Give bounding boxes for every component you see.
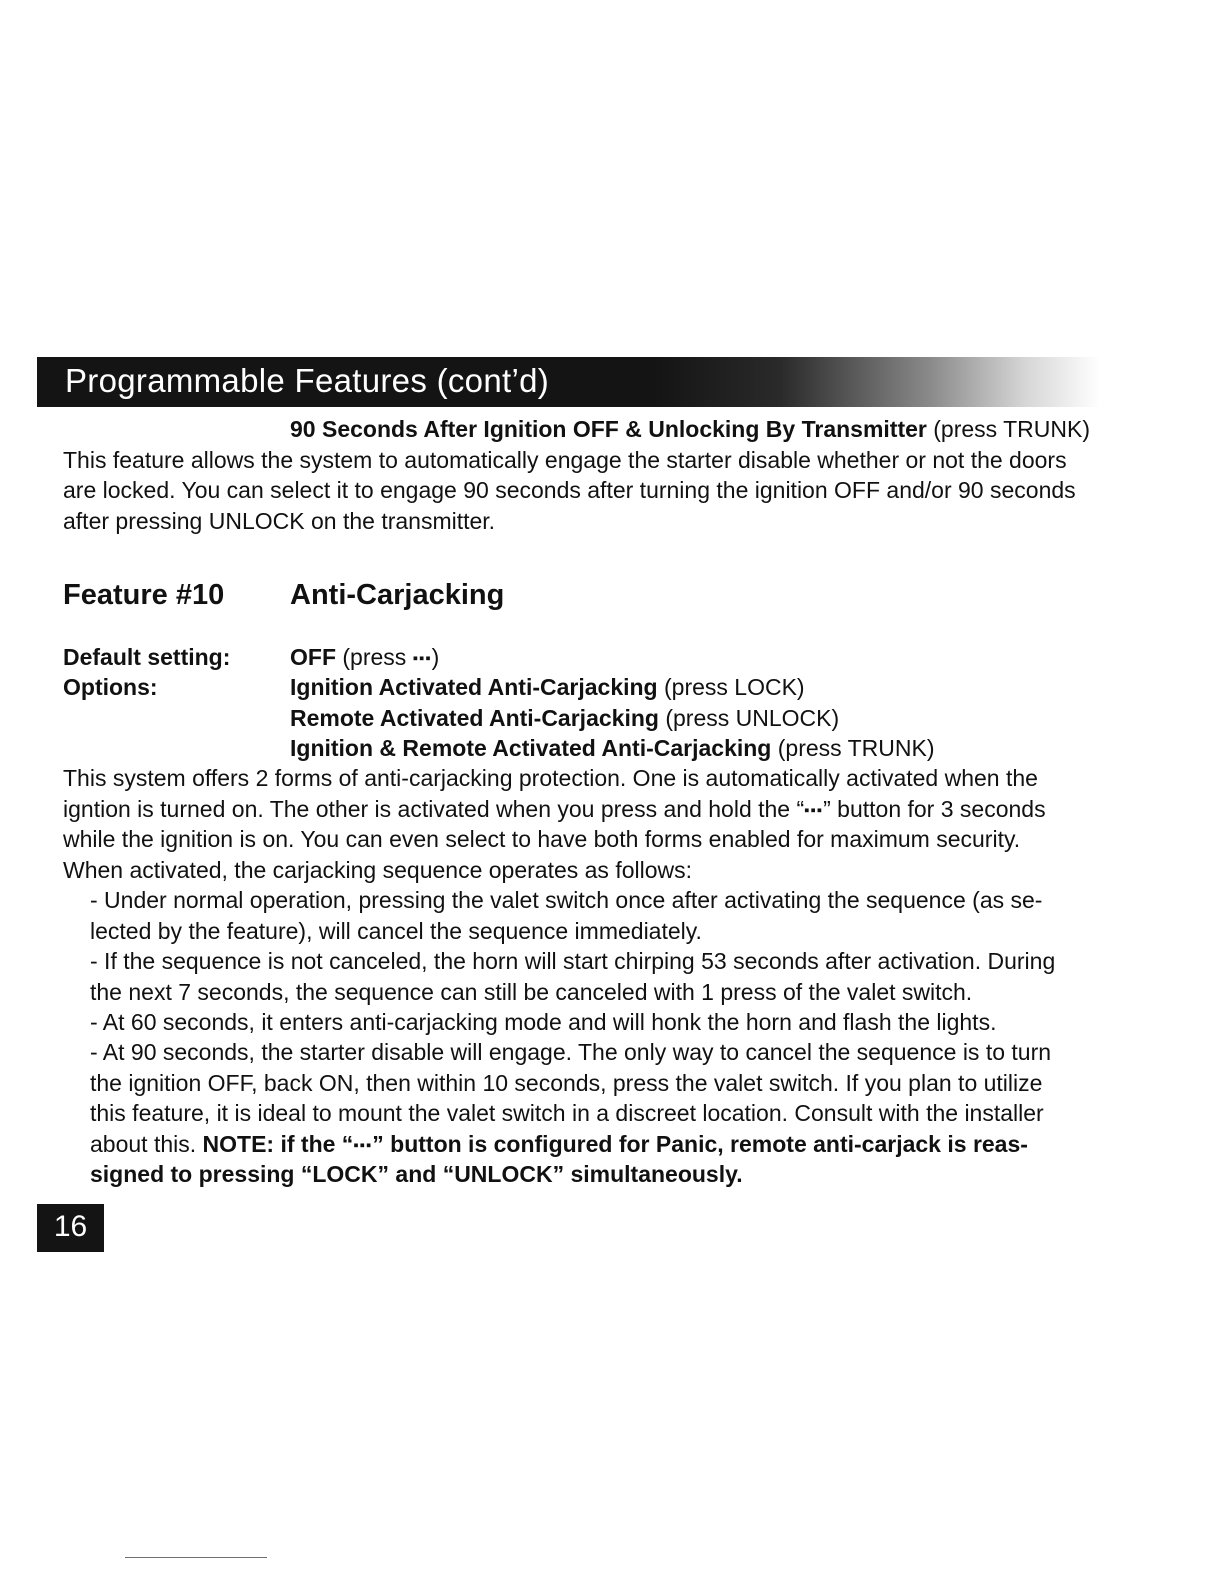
- page-number: 16: [37, 1204, 104, 1252]
- sequence-step: - At 60 seconds, it enters anti-carjacking mode and will honk the horn and flash the lights.: [90, 1009, 997, 1035]
- note-text-end: signed to pressing “LOCK” and “UNLOCK” simultaneously.: [90, 1161, 743, 1187]
- default-setting-label: Default setting:: [63, 644, 231, 670]
- sequence-step: - At 90 seconds, the starter disable will engage. The only way to cancel the sequence is to turn: [90, 1039, 1052, 1065]
- body-line: This system offers 2 forms of anti-carjacking protection. One is automatically activated when the: [63, 765, 1038, 791]
- option-press: (press TRUNK): [771, 735, 935, 761]
- intro-heading-rest: (press TRUNK): [926, 416, 1091, 442]
- body-line2-pre: igntion is turned on. The other is activated when you press and hold the “: [63, 796, 805, 822]
- sequence-step: - Under normal operation, pressing the valet switch once after activating the sequence (as se-: [90, 887, 1043, 913]
- last-line-pre: about this.: [90, 1131, 203, 1157]
- intro-heading: [290, 414, 1090, 445]
- dots-button-icon: ▪▪▪: [353, 1137, 373, 1154]
- option-name: Remote Activated Anti-Carjacking: [290, 705, 659, 731]
- body-line: When activated, the carjacking sequence operates as follows:: [63, 857, 693, 883]
- default-value: OFF: [290, 644, 336, 670]
- option-item: [290, 733, 935, 764]
- option-press: (press LOCK): [657, 674, 805, 700]
- dots-button-icon: ▪▪▪: [804, 802, 824, 819]
- feature-name: Anti-Carjacking: [290, 579, 505, 611]
- bottom-rule: [125, 1557, 267, 1558]
- note-label: NOTE: if the “: [202, 1131, 354, 1157]
- section-banner: [37, 357, 1100, 407]
- body-line: while the ignition is on. You can even select to have both forms enabled for maximum security.: [63, 826, 1021, 852]
- options-label: Options:: [63, 674, 158, 700]
- default-press-pre: (press: [336, 644, 413, 670]
- intro-line: after pressing UNLOCK on the transmitter.: [63, 508, 496, 534]
- option-item: [290, 703, 839, 734]
- option-item: [290, 672, 805, 703]
- option-name: Ignition Activated Anti-Carjacking: [290, 674, 658, 700]
- sequence-step: the ignition OFF, back ON, then within 10 seconds, press the valet switch. If you plan to utilize: [90, 1070, 1043, 1096]
- body-line: [63, 794, 1046, 827]
- intro-line: are locked. You can select it to engage 90 seconds after turning the ignition OFF and/or 90 seconds: [63, 477, 1076, 503]
- note-text: ” button is configured for Panic, remote anti-carjack is reas-: [372, 1131, 1028, 1157]
- feature-number: Feature #10: [63, 579, 225, 611]
- intro-heading-bold: 90 Seconds After Ignition OFF & Unlocking By Transmitter: [290, 416, 927, 442]
- intro-line: This feature allows the system to automatically engage the starter disable whether or not the doors: [63, 447, 1067, 473]
- default-press-post: ): [431, 644, 440, 670]
- sequence-step: lected by the feature), will cancel the sequence immediately.: [90, 918, 702, 944]
- body-line2-post: ” button for 3 seconds: [823, 796, 1046, 822]
- sequence-step: this feature, it is ideal to mount the valet switch in a discreet location. Consult with the installer: [90, 1100, 1044, 1126]
- sequence-step: [90, 1129, 1028, 1162]
- section-title: Programmable Features (cont’d): [65, 362, 550, 399]
- option-name: Ignition & Remote Activated Anti-Carjacking: [290, 735, 772, 761]
- dots-button-icon: ▪▪▪: [412, 650, 432, 667]
- default-setting-value: [290, 642, 439, 675]
- sequence-step: - If the sequence is not canceled, the horn will start chirping 53 seconds after activation. During: [90, 948, 1056, 974]
- option-press: (press UNLOCK): [658, 705, 840, 731]
- sequence-step: the next 7 seconds, the sequence can still be canceled with 1 press of the valet switch.: [90, 979, 973, 1005]
